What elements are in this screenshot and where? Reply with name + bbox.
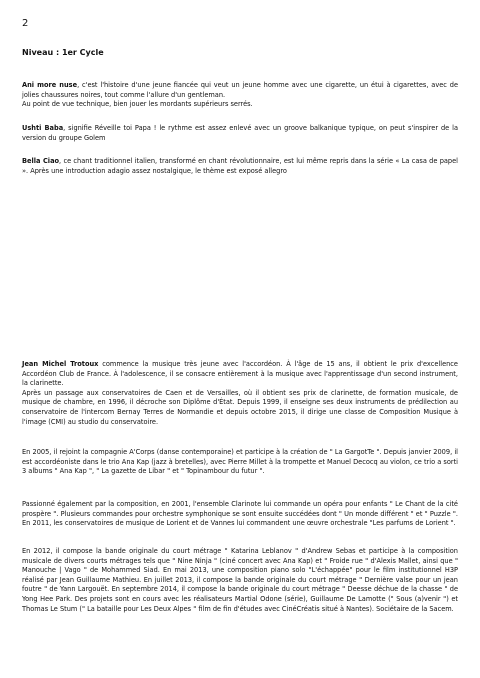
piece-title: Ushti Baba [22, 124, 64, 132]
piece-ani-more-nuse [22, 81, 458, 110]
piece-description: , ce chant traditionnel italien, transformé en chant révolutionnaire, est lui même repris dans la série « La casa de papel ». Après une introduction adagio assez nostalgique, le thème est exposé allegro [22, 157, 458, 175]
level-heading: Niveau : 1er Cycle [22, 48, 104, 57]
piece-bella-ciao [22, 157, 458, 176]
piece-ushti-baba [22, 124, 458, 143]
bio-paragraph-1 [22, 360, 458, 427]
bio-paragraph-4 [22, 547, 458, 614]
piece-description: , signifie Réveille toi Papa ! le rythme est assez enlevé avec un groove balkanique typique, on peut s'inspirer de la version du groupe Golem [22, 124, 458, 142]
bio-text: Passionné également par la composition, en 2001, l'ensemble Clarinote lui commande un opéra pour enfants " Le Chant de la cité prospère ". Plusieurs commandes pour orchestre symphonique se sont ensuite succédées dont " Un monde différent " et " Puzzle ". En 2011, les conservatoires de musique de Lorient et de Vannes lui commandent une œuvre orchestrale "Les parfums de Lorient ". [22, 500, 458, 528]
bio-paragraph-2 [22, 448, 458, 477]
bio-paragraph-3 [22, 500, 458, 529]
piece-description: , c'est l'histoire d'une jeune fiancée qui veut un jeune homme avec une cigarette, un étui à cigarettes, avec de jolies chaussures noires, tout comme l'allure d'un gentleman. [22, 81, 459, 99]
bio-text: En 2012, il compose la bande originale du court métrage " Katarina Leblanov " d'Andrew Sebas et participe à la composition musicale de divers courts métrages tels que " Nine Ninja " (ciné concert avec Ana Kap) et " Froide rue " d'Alexis Mallet, ainsi que " Manouche | Vago " de Mohammed Siad. En mai 2013, une composition piano solo "L'échappée" pour le film institutionnel H3P réalisé par Jean Guillaume Mathieu. En juillet 2013, il compose la bande originale du court métrage " Dernière valse pour un jean foutre " de Yann Largouët. En septembre 2014, il compose la bande originale du court métrage " Deesse déchue de la chasse " de Yong Hee Park. Des projets sont en cours avec les réalisateurs Martial Odone (série), Guillaume De Lamotte (" Sous (a)venir ") et Thomas Le Stum (" La bataille pour Les Deux Alpes " film de fin d'études avec CinéCréatis situé à Nantes). Sociétaire de la Sacem. [22, 547, 458, 613]
bio-text: En 2005, il rejoint la compagnie A'Corps (danse contemporaine) et participe à la création de " La GargotTe ". Depuis janvier 2009, il est accordéoniste dans le trio Ana Kap (jazz à bretelles), avec Pierre Millet à la trompette et Manuel Decocq au violon, ce trio a sorti 3 albums " Ana Kap ", " La gazette de Libar " et " Topinambour du futur ". [22, 448, 458, 476]
piece-title: Ani more nuse [22, 81, 78, 89]
bio-name: Jean Michel Trotoux [22, 360, 99, 368]
piece-title: Bella Ciao [22, 157, 60, 165]
bio-intro: commence la musique très jeune avec l'accordéon. À l'âge de 15 ans, il obtient le prix d'excellence Accordéon Club de France. À l'adolescence, il se consacre entièrement à la musique avec l'apprentissage d'un second instrument, la clarinette. [22, 360, 458, 388]
bio-training: Après un passage aux conservatoires de Caen et de Versailles, où il obtient ses prix de clarinette, de formation musicale, de musique de chambre, en 1996, il décroche son Diplôme d'État. Depuis 1999, il enseigne ses deux instruments de prédilection au conservatoire de l'intercom Bernay Terres de Normandie et depuis octobre 2015, il dirige une classe de Composition Musique à l'image (CMI) au studio du conservatoire. [22, 388, 458, 426]
page-number: 2 [22, 18, 29, 29]
piece-technical-note: Au point de vue technique, bien jouer les mordants supérieurs serrés. [22, 100, 253, 109]
